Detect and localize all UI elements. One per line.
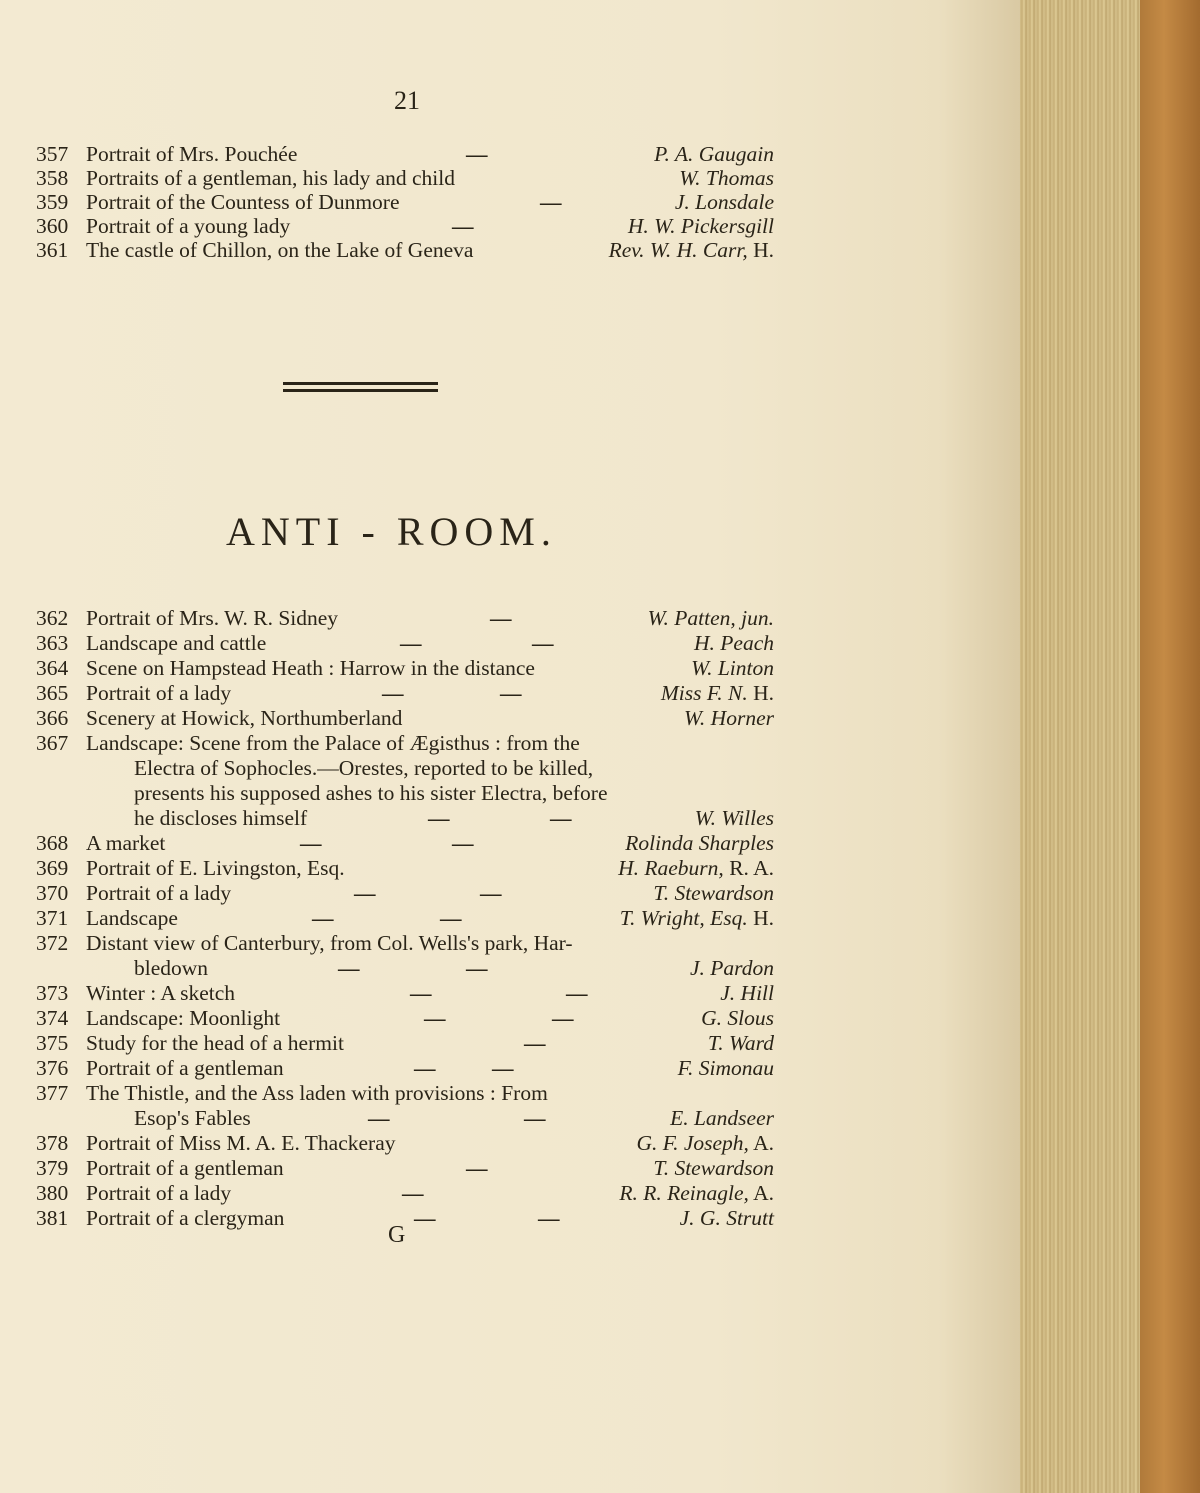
artist-name: T. Ward	[707, 1031, 774, 1055]
entry-artist	[691, 656, 774, 681]
artist-suffix: H.	[747, 238, 774, 262]
artist-name: W. Patten, jun.	[647, 606, 774, 630]
artist-suffix: A.	[748, 1131, 774, 1155]
entry-dash: —	[368, 1106, 390, 1130]
entry-number: 381	[36, 1206, 69, 1230]
entry-title: Portrait of a lady	[86, 681, 232, 705]
entry-number: 372	[36, 931, 69, 955]
entry-artist	[701, 1006, 774, 1031]
entry-artist	[609, 238, 774, 263]
section-divider-rule-lower	[283, 389, 438, 392]
entry-title: Landscape and cattle	[86, 631, 267, 655]
book-cover	[1140, 0, 1200, 1493]
catalogue-entry	[0, 681, 1000, 707]
entry-title: Esop's Fables	[134, 1106, 251, 1130]
artist-name: T. Stewardson	[653, 1156, 774, 1180]
artist-name: Rolinda Sharples	[625, 831, 774, 855]
entry-artist	[695, 806, 774, 831]
entry-dash: —	[452, 214, 474, 238]
artist-suffix: R. A.	[723, 856, 774, 880]
entry-title: Portrait of Miss M. A. E. Thackeray	[86, 1131, 396, 1155]
entry-number: 360	[36, 214, 69, 238]
catalogue-entry	[0, 906, 1000, 932]
artist-name: J. Lonsdale	[674, 190, 774, 214]
entry-artist	[690, 956, 774, 981]
entry-title: presents his supposed ashes to his sister Electra, before	[134, 781, 608, 805]
entry-dash: —	[312, 906, 334, 930]
entry-dash: —	[300, 831, 322, 855]
catalogue-entry	[0, 1031, 1000, 1057]
entry-title: Study for the head of a hermit	[86, 1031, 344, 1055]
artist-name: R. R. Reinagle,	[619, 1181, 749, 1205]
entry-artist	[625, 831, 774, 856]
entry-dash: —	[552, 1006, 574, 1030]
catalogue-entry	[0, 856, 1000, 882]
entry-dash: —	[402, 1181, 424, 1205]
entry-title: Distant view of Canterbury, from Col. Wells's park, Har-	[86, 931, 573, 955]
entry-dash: —	[424, 1006, 446, 1030]
entry-dash: —	[428, 806, 450, 830]
artist-name: J. Pardon	[690, 956, 774, 980]
entry-number: 365	[36, 681, 69, 705]
entry-number: 379	[36, 1156, 69, 1180]
entry-title: Landscape: Moonlight	[86, 1006, 281, 1030]
artist-name: T. Stewardson	[653, 881, 774, 905]
entry-number: 367	[36, 731, 69, 755]
entry-dash: —	[550, 806, 572, 830]
entry-number: 377	[36, 1081, 69, 1105]
entry-number: 358	[36, 166, 69, 190]
artist-suffix: H.	[747, 906, 774, 930]
entry-title: Portrait of a gentleman	[86, 1156, 284, 1180]
entry-dash: —	[466, 142, 488, 166]
entry-dash: —	[540, 190, 562, 214]
catalogue-entry	[0, 1081, 1000, 1107]
entry-title: A market	[86, 831, 166, 855]
catalogue-entry	[0, 931, 1000, 957]
entry-artist	[679, 166, 774, 191]
entry-number: 366	[36, 706, 69, 730]
catalogue-entry	[0, 1006, 1000, 1032]
entry-artist	[636, 1131, 774, 1156]
entry-number: 364	[36, 656, 69, 680]
entry-artist	[620, 906, 774, 931]
entry-dash: —	[480, 881, 502, 905]
catalogue-entry	[0, 731, 1000, 757]
entry-number: 363	[36, 631, 69, 655]
entry-dash: —	[538, 1206, 560, 1230]
entry-title: Portrait of a lady	[86, 1181, 232, 1205]
entry-title: he discloses himself	[134, 806, 308, 830]
catalogue-entry	[0, 1056, 1000, 1082]
section-divider-rule	[283, 382, 438, 385]
artist-name: W. Horner	[684, 706, 774, 730]
entry-title: Portrait of the Countess of Dunmore	[86, 190, 400, 214]
catalogue-entry	[0, 1181, 1000, 1207]
entry-title: Portrait of a clergyman	[86, 1206, 285, 1230]
entry-number: 361	[36, 238, 69, 262]
catalogue-entry	[0, 214, 1000, 240]
entry-dash: —	[452, 831, 474, 855]
entry-artist	[720, 981, 774, 1006]
entry-artist	[708, 1031, 774, 1056]
entry-dash: —	[500, 681, 522, 705]
catalogue-entry	[0, 981, 1000, 1007]
entry-title: Electra of Sophocles.—Orestes, reported to be killed,	[134, 756, 594, 780]
entry-artist	[680, 1206, 774, 1231]
entry-number: 369	[36, 856, 69, 880]
entry-artist	[619, 1181, 774, 1206]
entry-title: Landscape	[86, 906, 178, 930]
entry-dash: —	[490, 606, 512, 630]
artist-name: P. A. Gaugain	[654, 142, 774, 166]
catalogue-entry	[0, 1131, 1000, 1157]
page-number: 21	[394, 86, 420, 115]
entry-dash: —	[414, 1206, 436, 1230]
artist-name: E. Landseer	[670, 1106, 774, 1130]
catalogue-entry	[0, 1156, 1000, 1182]
entry-dash: —	[354, 881, 376, 905]
entry-artist	[670, 1106, 774, 1131]
entry-number: 378	[36, 1131, 69, 1155]
artist-name: J. G. Strutt	[679, 1206, 774, 1230]
catalogue-entry	[0, 881, 1000, 907]
signature-mark: G	[388, 1222, 406, 1248]
entry-number: 373	[36, 981, 69, 1005]
entry-number: 368	[36, 831, 69, 855]
entry-title: Portrait of a gentleman	[86, 1056, 284, 1080]
entry-dash: —	[492, 1056, 514, 1080]
entry-artist	[694, 631, 774, 656]
section-heading: ANTI - ROOM.	[226, 509, 557, 554]
artist-name: J. Hill	[720, 981, 774, 1005]
catalogue-entry	[0, 142, 1000, 168]
entry-title: Portrait of a young lady	[86, 214, 291, 238]
entry-dash: —	[410, 981, 432, 1005]
entry-title: Portrait of E. Livingston, Esq.	[86, 856, 345, 880]
artist-name: Rev. W. H. Carr,	[608, 238, 748, 262]
catalogue-entry	[0, 706, 1000, 732]
artist-name: G. Slous	[701, 1006, 774, 1030]
artist-name: F. Simonau	[677, 1056, 774, 1080]
catalogue-entry	[0, 166, 1000, 192]
catalogue-entry	[0, 806, 1000, 832]
entry-number: 375	[36, 1031, 69, 1055]
entry-artist	[678, 1056, 774, 1081]
entry-dash: —	[532, 631, 554, 655]
catalogue-entry	[0, 781, 1000, 807]
entry-title: Portraits of a gentleman, his lady and child	[86, 166, 455, 190]
artist-name: H. Peach	[694, 631, 774, 655]
catalogue-entry	[0, 1106, 1000, 1132]
entry-artist	[654, 142, 774, 167]
entry-artist	[653, 1156, 774, 1181]
entry-title: Scene on Hampstead Heath : Harrow in the distance	[86, 656, 535, 680]
artist-name: H. W. Pickersgill	[627, 214, 774, 238]
entry-dash: —	[414, 1056, 436, 1080]
catalogue-entry	[0, 831, 1000, 857]
entry-dash: —	[566, 981, 588, 1005]
entry-artist	[648, 606, 774, 631]
entry-title: Portrait of Mrs. W. R. Sidney	[86, 606, 339, 630]
artist-name: G. F. Joseph,	[636, 1131, 749, 1155]
entry-dash: —	[400, 631, 422, 655]
entry-number: 371	[36, 906, 69, 930]
entry-number: 370	[36, 881, 69, 905]
artist-name: T. Wright, Esq.	[619, 906, 748, 930]
artist-name: W. Linton	[691, 656, 774, 680]
entry-artist	[661, 681, 774, 706]
artist-name: H. Raeburn,	[618, 856, 724, 880]
entry-title: Winter : A sketch	[86, 981, 236, 1005]
entry-dash: —	[524, 1106, 546, 1130]
artist-name: Miss F. N.	[660, 681, 748, 705]
entry-number: 374	[36, 1006, 69, 1030]
catalogue-entry	[0, 656, 1000, 682]
artist-suffix: A.	[748, 1181, 774, 1205]
artist-name: W. Willes	[694, 806, 774, 830]
entry-dash: —	[524, 1031, 546, 1055]
entry-title: The castle of Chillon, on the Lake of Geneva	[86, 238, 474, 262]
catalogue-entry	[0, 956, 1000, 982]
entry-artist	[684, 706, 774, 731]
catalogue-entry	[0, 238, 1000, 264]
entry-artist	[618, 856, 774, 881]
entry-number: 362	[36, 606, 69, 630]
entry-title: Portrait of a lady	[86, 881, 232, 905]
artist-name: W. Thomas	[679, 166, 774, 190]
catalogue-entry	[0, 190, 1000, 216]
catalogue-entry	[0, 606, 1000, 632]
entry-dash: —	[338, 956, 360, 980]
entry-number: 376	[36, 1056, 69, 1080]
entry-dash: —	[382, 681, 404, 705]
entry-title: The Thistle, and the Ass laden with provisions : From	[86, 1081, 548, 1105]
catalogue-entry	[0, 1206, 1000, 1232]
entry-number: 380	[36, 1181, 69, 1205]
entry-title: Scenery at Howick, Northumberland	[86, 706, 403, 730]
entry-artist	[653, 881, 774, 906]
artist-suffix: H.	[747, 681, 774, 705]
entry-title: Portrait of Mrs. Pouchée	[86, 142, 298, 166]
catalogue-entry	[0, 756, 1000, 782]
entry-dash: —	[466, 956, 488, 980]
entry-title: bledown	[134, 956, 209, 980]
entry-artist	[628, 214, 774, 239]
entry-number: 359	[36, 190, 69, 214]
entry-artist	[675, 190, 774, 215]
entry-title: Landscape: Scene from the Palace of Ægisthus : from the	[86, 731, 580, 755]
entry-dash: —	[466, 1156, 488, 1180]
catalogue-entry	[0, 631, 1000, 657]
entry-number: 357	[36, 142, 69, 166]
entry-dash: —	[440, 906, 462, 930]
